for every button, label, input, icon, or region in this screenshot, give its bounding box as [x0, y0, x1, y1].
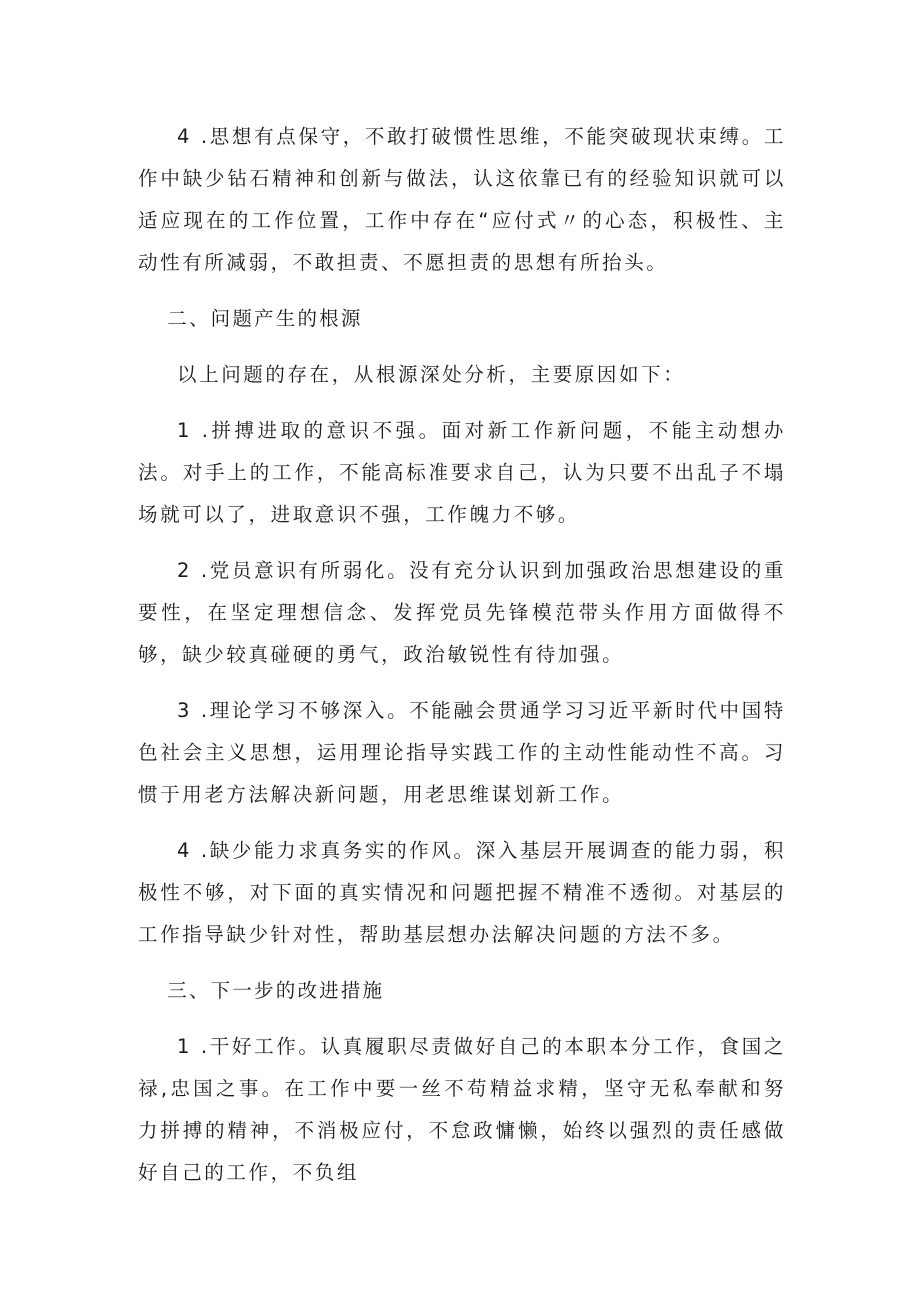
section-heading-improvement-measures: 三、下一步的改进措施 — [167, 979, 385, 1002]
paragraph-thought-conservative: 4 .思想有点保守，不敢打破惯性思维，不能突破现状束缚。工作中缺少钻石精神和创新与做法，认这依靠已有的经验知识就可以适应现在的工作位置，工作中存在“应付式〃的心态，积极性、主动性有所减弱，不敢担责、不愿担责的思想有所抬头。 — [138, 125, 786, 274]
paragraph-measure-1: 1 .干好工作。认真履职尽责做好自己的本职本分工作，食国之禄,忠国之事。在工作中要一丝不苟精益求精，坚守无私奉献和努力拼搏的精神，不消极应付，不怠政慵懒，始终以强烈的责任感做好自己的工作，不负组 — [138, 1035, 786, 1184]
paragraph-cause-4: 4 .缺少能力求真务实的作风。深入基层开展调查的能力弱，积极性不够，对下面的真实情况和问题把握不精准不透彻。对基层的工作指导缺少针对性，帮助基层想办法解决问题的方法不多。 — [138, 839, 786, 946]
paragraph-causes-intro: 以上问题的存在，从根源深处分析，主要原因如下： — [177, 363, 686, 386]
section-heading-root-causes: 二、问题产生的根源 — [167, 307, 363, 330]
paragraph-cause-3: 3 .理论学习不够深入。不能融会贯通学习习近平新时代中国特色社会主义思想，运用理论指导实践工作的主动性能动性不高。习惯于用老方法解决新问题，用老思维谋划新工作。 — [138, 699, 786, 806]
document-body — [138, 116, 786, 1208]
paragraph-cause-2: 2 .党员意识有所弱化。没有充分认识到加强政治思想建设的重要性，在坚定理想信念、发挥党员先锋模范带头作用方面做得不够，缺少较真碰硬的勇气，政治敏锐性有待加强。 — [138, 559, 786, 666]
paragraph-cause-1: 1 .拼搏进取的意识不强。面对新工作新问题，不能主动想办法。对手上的工作，不能高标准要求自己，认为只要不出乱子不塌场就可以了，进取意识不强，工作魄力不够。 — [138, 419, 786, 526]
